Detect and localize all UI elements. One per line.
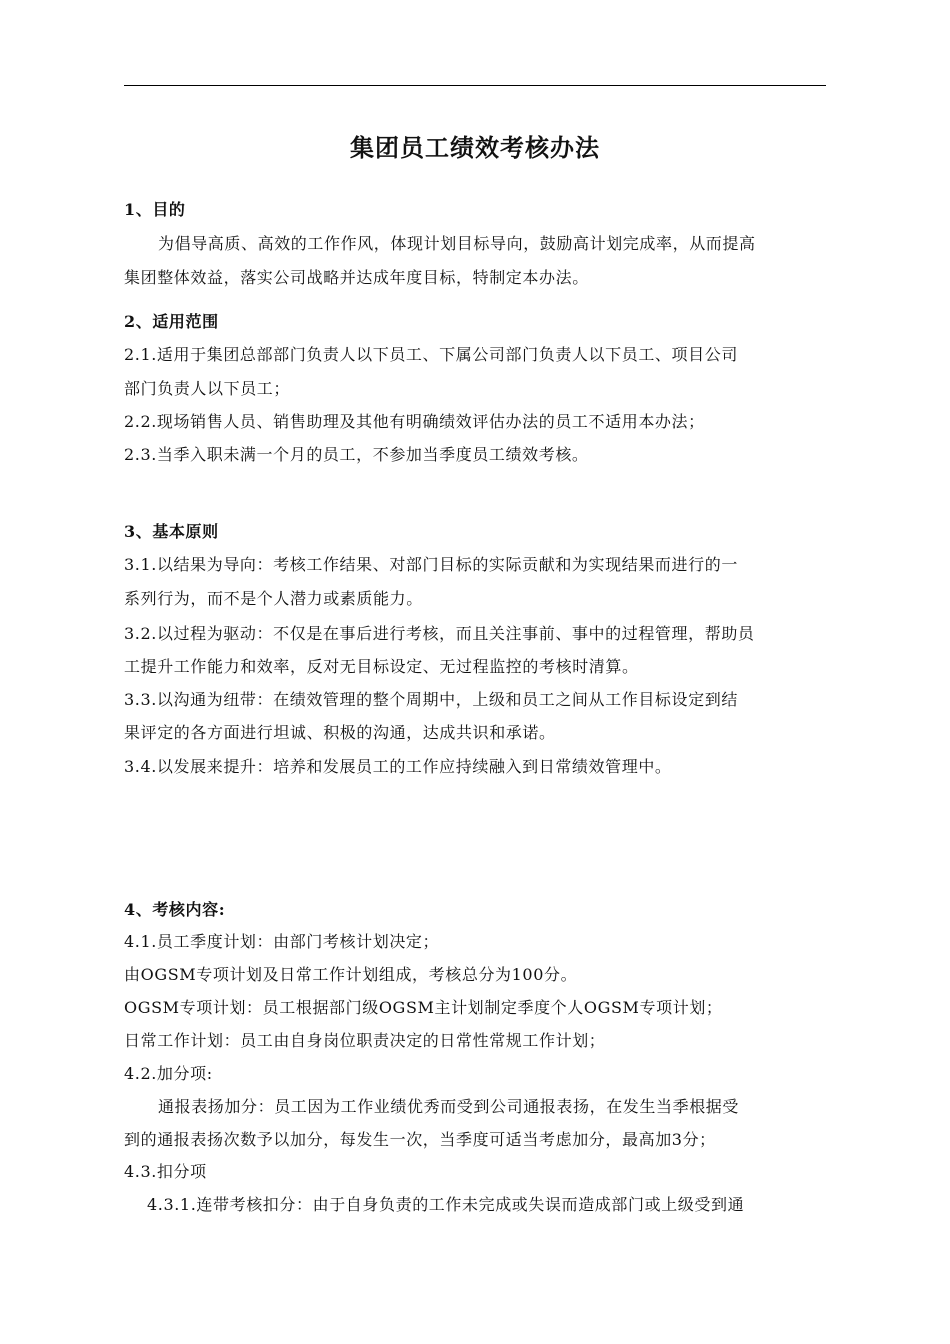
section-3-heading: 3、基本原则 xyxy=(124,522,219,541)
section-4-line-6: 通报表扬加分：员工因为工作业绩优秀而受到公司通报表扬，在发生当季根据受 xyxy=(158,1097,740,1116)
section-2-line-1: 2.1.适用于集团总部部门负责人以下员工、下属公司部门负责人以下员工、项目公司 xyxy=(124,345,738,364)
section-4-line-5: 4.2.加分项: xyxy=(124,1064,213,1083)
section-1-paragraph-line-1: 为倡导高质、高效的工作作风，体现计划目标导向，鼓励高计划完成率，从而提高 xyxy=(158,234,756,253)
section-3-line-7: 3.4.以发展来提升：培养和发展员工的工作应持续融入到日常绩效管理中。 xyxy=(124,757,672,776)
section-3-line-4: 工提升工作能力和效率，反对无目标设定、无过程监控的考核时清算。 xyxy=(124,657,639,676)
section-3-line-2: 系列行为，而不是个人潜力或素质能力。 xyxy=(124,589,423,608)
section-2-line-4: 2.3.当季入职未满一个月的员工，不参加当季度员工绩效考核。 xyxy=(124,445,589,464)
section-2-heading: 2、适用范围 xyxy=(124,312,219,331)
section-4-line-2: 由OGSM专项计划及日常工作计划组成，考核总分为100分。 xyxy=(124,965,578,984)
section-3-line-1: 3.1.以结果为导向：考核工作结果、对部门目标的实际贡献和为实现结果而进行的一 xyxy=(124,555,738,574)
section-4-line-1: 4.1.员工季度计划：由部门考核计划决定； xyxy=(124,932,440,951)
section-4-heading: 4、考核内容: xyxy=(124,900,226,919)
section-3-line-5: 3.3.以沟通为纽带：在绩效管理的整个周期中，上级和员工之间从工作目标设定到结 xyxy=(124,690,738,709)
section-4-line-7: 到的通报表扬次数予以加分，每发生一次，当季度可适当考虑加分，最高加3分； xyxy=(124,1130,716,1149)
section-1-paragraph-line-2: 集团整体效益，落实公司战略并达成年度目标，特制定本办法。 xyxy=(124,268,589,287)
section-4-line-9: 4.3.1.连带考核扣分：由于自身负责的工作未完成或失误而造成部门或上级受到通 xyxy=(147,1195,745,1214)
document-title: 集团员工绩效考核办法 xyxy=(350,133,600,162)
section-2-line-3: 2.2.现场销售人员、销售助理及其他有明确绩效评估办法的员工不适用本办法； xyxy=(124,412,705,431)
section-1-heading: 1、目的 xyxy=(124,200,186,219)
section-4-line-3: OGSM专项计划：员工根据部门级OGSM主计划制定季度个人OGSM专项计划； xyxy=(124,998,723,1017)
section-2-line-2: 部门负责人以下员工； xyxy=(124,379,291,398)
section-4-line-8: 4.3.扣分项 xyxy=(124,1162,207,1181)
section-3-line-6: 果评定的各方面进行坦诚、积极的沟通，达成共识和承诺。 xyxy=(124,723,556,742)
header-rule xyxy=(124,85,826,86)
section-3-line-3: 3.2.以过程为驱动：不仅是在事后进行考核，而且关注事前、事中的过程管理，帮助员 xyxy=(124,624,755,643)
section-4-line-4: 日常工作计划：员工由自身岗位职责决定的日常性常规工作计划； xyxy=(124,1031,606,1050)
